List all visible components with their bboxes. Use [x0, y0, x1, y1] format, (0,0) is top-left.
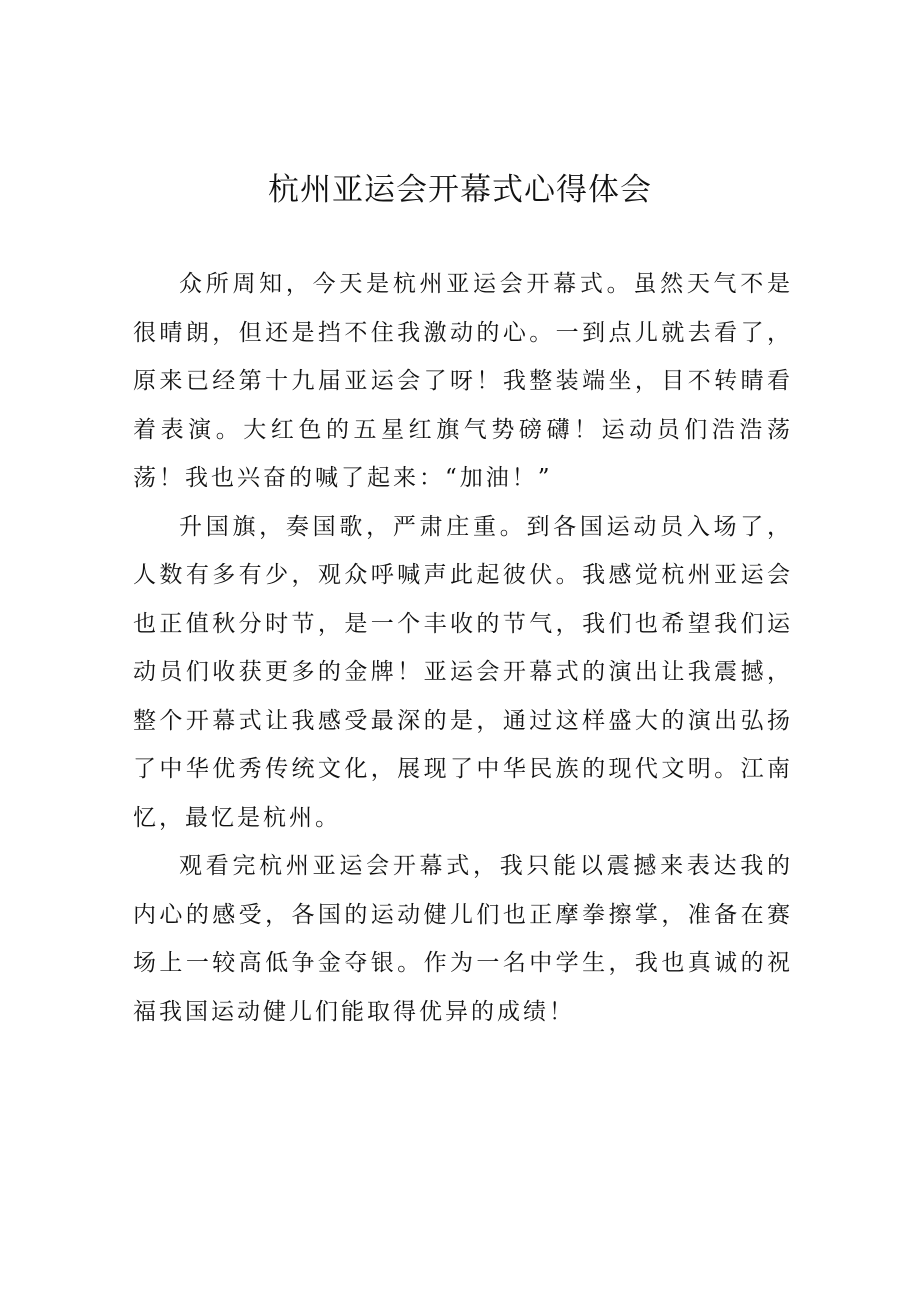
document-title: 杭州亚运会开幕式心得体会	[268, 172, 652, 208]
paragraph-2: 升国旗，奏国歌，严肃庄重。到各国运动员入场了，人数有多有少，观众呼喊声此起彼伏。我感觉杭州亚运会也正值秋分时节，是一个丰收的节气，我们也希望我们运动员们收获更多的金牌！亚运会开幕式的演出让我震撼，整个开幕式让我感受最深的是，通过这样盛大的演出弘扬了中华优秀传统文化，展现了中华民族的现代文明。江南忆，最忆是杭州。	[133, 513, 793, 831]
document-body	[133, 260, 793, 1036]
paragraph-3: 观看完杭州亚运会开幕式，我只能以震撼来表达我的内心的感受，各国的运动健儿们也正摩拳擦掌，准备在赛场上一较高低争金夺银。作为一名中学生，我也真诚的祝福我国运动健儿们能取得优异的成绩！	[133, 853, 793, 1025]
paragraph-1: 众所周知，今天是杭州亚运会开幕式。虽然天气不是很晴朗，但还是挡不住我激动的心。一到点儿就去看了，原来已经第十九届亚运会了呀！我整装端坐，目不转睛看着表演。大红色的五星红旗气势磅礴！运动员们浩浩荡荡！我也兴奋的喊了起来：“加油！”	[133, 271, 793, 491]
